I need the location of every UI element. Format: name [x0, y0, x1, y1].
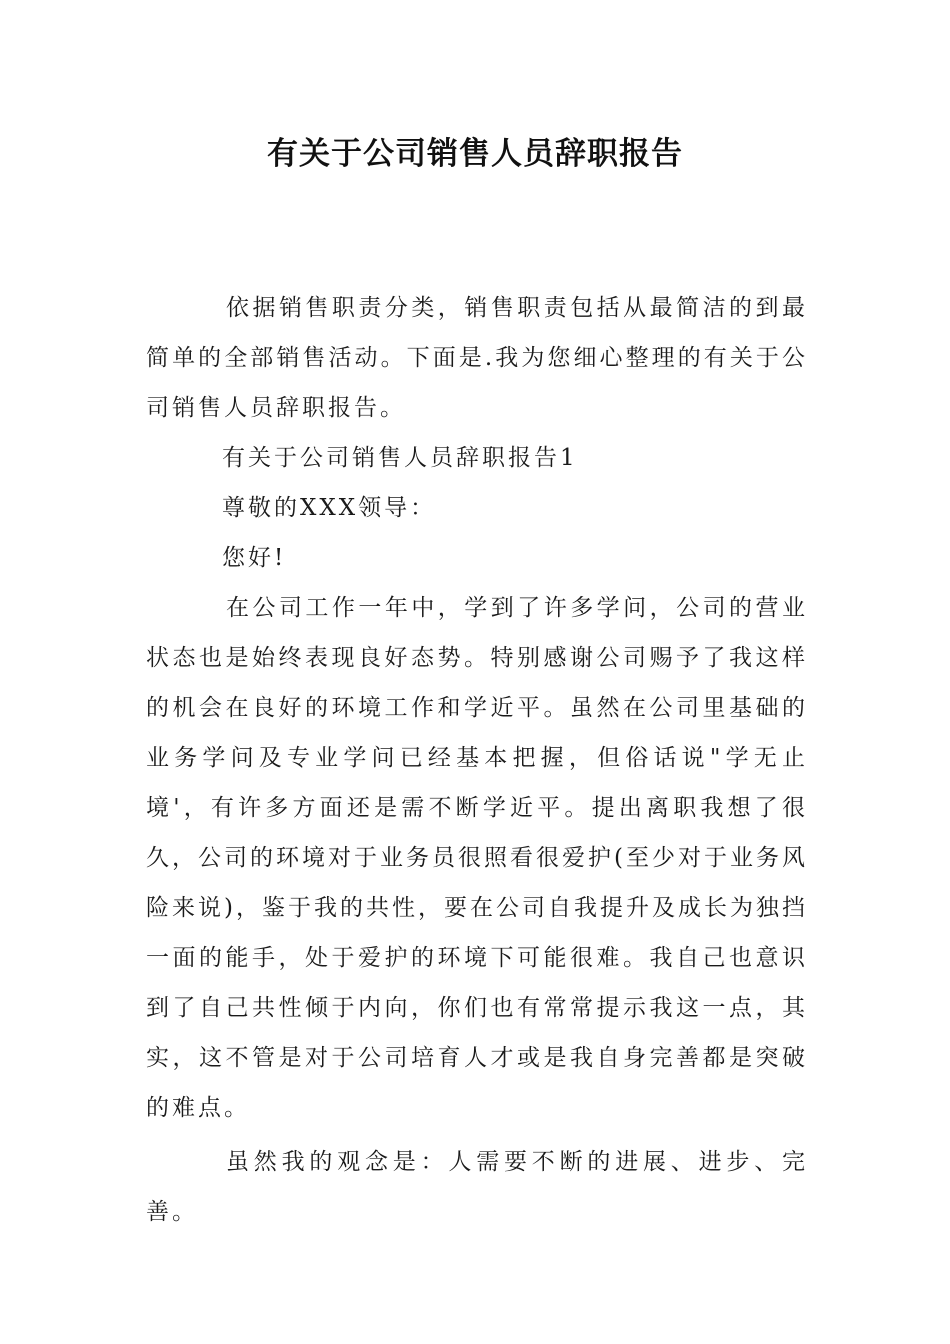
greeting-paragraph: 您好! — [222, 545, 287, 571]
document-title: 有关于公司销售人员辞职报告 — [267, 136, 683, 172]
document-body — [146, 283, 808, 1237]
subtitle-paragraph: 有关于公司销售人员辞职报告1 — [222, 445, 578, 471]
intro-paragraph: 依据销售职责分类，销售职责包括从最简洁的到最简单的全部销售活动。下面是.我为您细心整理的有关于公司销售人员辞职报告。 — [146, 295, 808, 421]
body-paragraph-1: 在公司工作一年中，学到了许多学问，公司的营业状态也是始终表现良好态势。特别感谢公司赐予了我这样的机会在良好的环境工作和学近平。虽然在公司里基础的业务学问及专业学问已经基本把握，但俗话说"学无止境'，有许多方面还是需不断学近平。提出离职我想了很久，公司的环境对于业务员很照看很爱护(至少对于业务风险来说)，鉴于我的共性，要在公司自我提升及成长为独挡一面的能手，处于爱护的环境下可能很难。我自己也意识到了自己共性倾于内向，你们也有常常提示我这一点，其实，这不管是对于公司培育人才或是我自身完善都是突破的难点。 — [146, 595, 808, 1121]
salutation-paragraph: 尊敬的XXX领导： — [222, 495, 437, 521]
body-paragraph-2: 虽然我的观念是：人需要不断的进展、进步、完善。 — [146, 1149, 808, 1225]
